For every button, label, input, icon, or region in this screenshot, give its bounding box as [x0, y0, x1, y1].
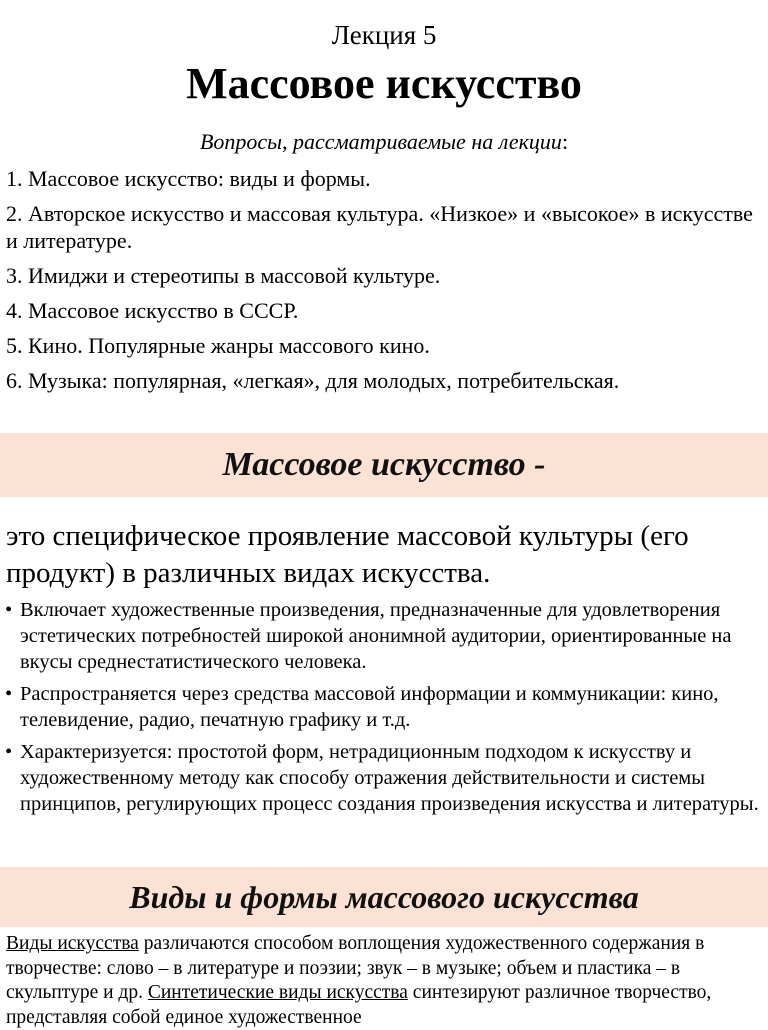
lecture-number: Лекция 5	[331, 20, 437, 50]
feature-text: Включает художественные произведения, предназначенные для удовлетворения эстетических потребностей широкой анонимной аудитории, ориентированные на вкусы среднестатистического человека.	[20, 599, 732, 673]
section-heading-types-forms: Виды и формы массового искусства	[0, 867, 768, 927]
feature-text: Распространяется через средства массовой информации и коммуникации: кино, телевидение, радио, печатную графику и т.д.	[20, 683, 719, 731]
questions-intro-text: Вопросы, рассматриваемые на лекции	[199, 129, 562, 154]
types-text-part2: синтезируют различное творчество, представляя собой единое художественное	[6, 982, 712, 1028]
questions-intro-colon: :	[561, 129, 569, 154]
section-heading-mass-art: Массовое искусство -	[0, 433, 768, 497]
feature-item	[5, 681, 765, 733]
question-item: 2. Авторское искусство и массовая культура. «Низкое» и «высокое» в искусстве и литературе.	[6, 201, 753, 253]
question-list	[6, 165, 766, 402]
bullet-icon: •	[5, 683, 13, 705]
slide-lecture-intro	[0, 0, 768, 432]
feature-text: Характеризуется: простотой форм, нетрадиционным подходом к искусству и художественному методу как способу отражения действительности и системы принципов, регулирующих процесс создания произведения искусства и литературы.	[20, 741, 759, 815]
types-text-part1: различаются способом воплощения художественного содержания в творчестве: слово – в литературе и поэзии; звук – в музыке; объем и пластика – в скульптуре и др.	[6, 933, 705, 1003]
question-item: 4. Массовое искусство в СССР.	[6, 298, 299, 323]
term-art-types: Виды искусства	[6, 933, 139, 954]
feature-item	[5, 739, 765, 817]
bullet-icon: •	[5, 741, 13, 763]
question-item: 3. Имиджи и стереотипы в массовой культуре.	[6, 263, 441, 288]
definition-text: это специфическое проявление массовой культуры (его продукт) в различных видах искусства.	[6, 520, 689, 589]
question-item: 6. Музыка: популярная, «легкая», для молодых, потребительская.	[6, 368, 620, 393]
feature-list	[5, 597, 765, 823]
bullet-icon: •	[5, 599, 13, 621]
question-item: 5. Кино. Популярные жанры массового кино.	[6, 333, 430, 358]
types-paragraph	[6, 932, 766, 1030]
question-item: 1. Массовое искусство: виды и формы.	[6, 166, 371, 191]
lecture-title: Массовое искусство	[186, 59, 582, 108]
questions-intro	[0, 129, 768, 155]
term-synthetic-arts: Синтетические виды искусства	[147, 982, 408, 1003]
feature-item	[5, 597, 765, 675]
